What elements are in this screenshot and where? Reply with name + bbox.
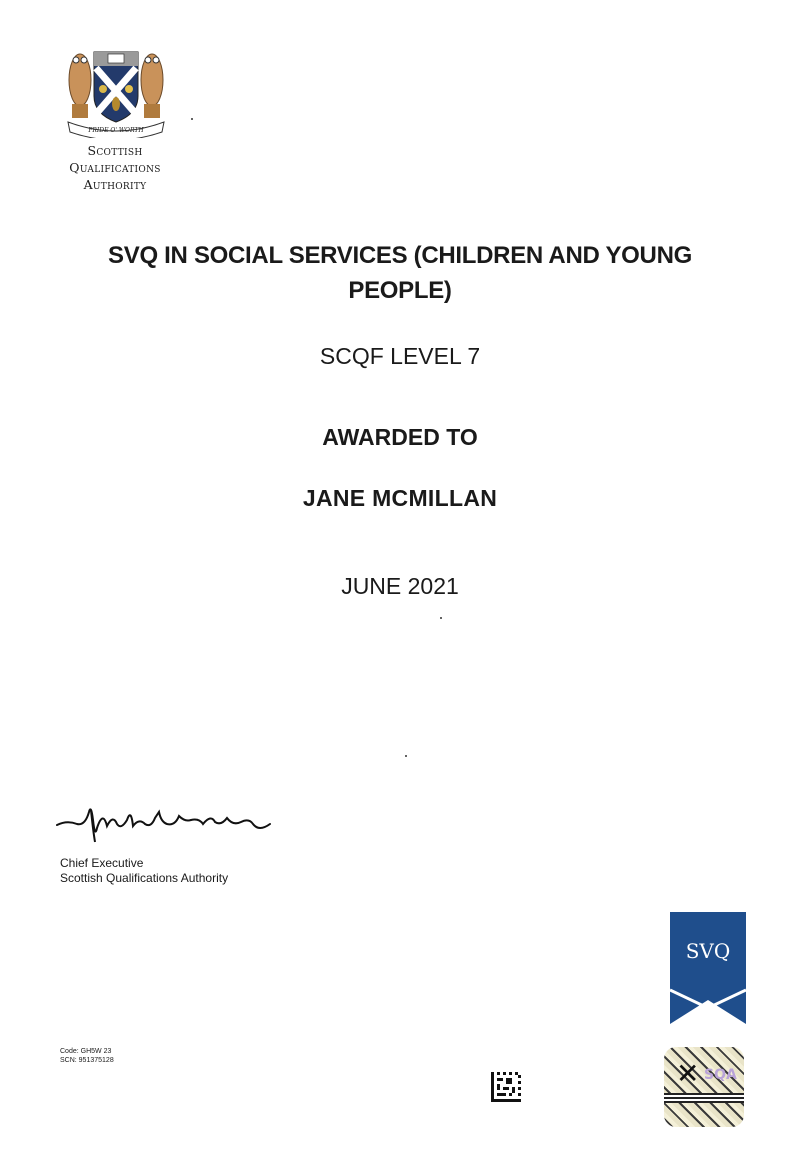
svg-text:SVQ: SVQ xyxy=(685,939,731,963)
title-line-2: PEOPLE) xyxy=(348,277,452,304)
award-date: JUNE 2021 xyxy=(341,573,459,599)
org-line-2: Qualifications xyxy=(69,160,161,175)
scan-dot xyxy=(191,118,193,120)
qualification-code: Code: GH5W 23 xyxy=(60,1048,112,1055)
security-hologram xyxy=(664,1047,744,1127)
saltire-icon: ✕ xyxy=(676,1057,700,1090)
scan-dot xyxy=(440,617,442,619)
data-matrix-code xyxy=(491,1072,521,1102)
signatory-role: Chief Executive xyxy=(60,856,144,870)
certificate-codes xyxy=(60,1047,114,1065)
hologram-text: SQA xyxy=(704,1067,737,1083)
sqa-crest-logo xyxy=(66,44,166,138)
awarded-to-label: AWARDED TO xyxy=(322,424,478,450)
hologram-stripes xyxy=(664,1093,744,1103)
title-line-1: SVQ IN SOCIAL SERVICES (CHILDREN AND YOUNG xyxy=(108,242,692,269)
org-line-1: Scottish xyxy=(87,143,143,158)
scan-dot xyxy=(405,755,407,757)
qualification-title xyxy=(0,238,800,308)
scqf-level: SCQF LEVEL 7 xyxy=(319,343,481,369)
signature xyxy=(55,800,280,845)
signatory-organisation: Scottish Qualifications Authority xyxy=(60,871,229,885)
recipient-name: JANE MCMILLAN xyxy=(302,485,498,511)
org-line-3: Authority xyxy=(83,177,147,192)
organisation-name xyxy=(40,142,190,193)
signatory-block xyxy=(60,856,228,886)
svg-text:PRIDE O' WORTH: PRIDE O' WORTH xyxy=(88,127,144,134)
scottish-candidate-number: SCN: 951375128 xyxy=(60,1057,114,1064)
svq-badge xyxy=(670,912,746,1024)
